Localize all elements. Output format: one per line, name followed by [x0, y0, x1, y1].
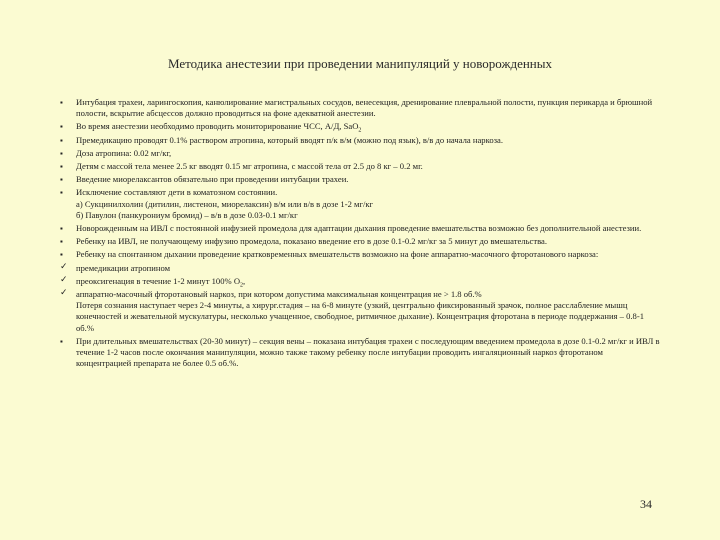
list-item-text: преоксигенация в течение 1-2 минут 100% O: [76, 275, 241, 286]
page-number: 34: [640, 497, 652, 511]
bullet-icon: ▪: [60, 224, 63, 234]
list-item-text: Интубация трахеи, ларингоскопия, канюлирование магистральных сосудов, венесекция, дренирование плевральной полости, пункция перикарда и брюшной полости, вскрытие абсцессов должно проводиться на фоне адекватной анестезии.: [76, 97, 653, 119]
checkmark-icon: ✓: [60, 288, 68, 299]
list-item: [60, 199, 660, 210]
list-item-text: Премедикацию проводят 0.1% раствором атропина, который вводят п/к в/м (можно под язык), в/в до начала наркоза.: [76, 134, 503, 145]
list-item-text: премедикации атропином: [76, 262, 171, 273]
list-item-text: б) Павулон (панкурониум бромид) – в/в в дозе 0.03-0.1 мг/кг: [76, 209, 298, 220]
list-item: [60, 300, 660, 334]
list-item: [60, 161, 660, 172]
bullet-icon: ▪: [60, 175, 63, 185]
list-item-text: Ребенку на спонтанном дыхании проведение кратковременных вмешательств возможно на фоне аппаратно-масочного фторотанового наркоза:: [76, 249, 599, 260]
bullet-icon: ▪: [60, 135, 63, 145]
slide-title: Методика анестезии при проведении манипуляций у новорожденных: [167, 56, 553, 71]
bullet-icon: ▪: [60, 237, 63, 247]
list-item: [60, 148, 660, 159]
subscript: 2: [358, 128, 362, 135]
bullet-icon: ▪: [60, 148, 63, 158]
list-item-text: Доза атропина: 0.02 мг/кг,: [76, 147, 172, 158]
list-item: [60, 276, 660, 287]
checkmark-icon: ✓: [60, 274, 68, 285]
bullet-icon: ▪: [60, 162, 63, 172]
bullet-icon: ▪: [60, 250, 63, 260]
list-item: [60, 249, 660, 260]
list-item-text: Потеря сознания наступает через 2-4 минуты, а хирург.стадия – на 6-8 минуте (узкий, центрально фиксированный зрачок, полное расслабление мышц конечностей и жевательной мускулатуры, несколько учащенное, свободное, ритмичное дыхание). Концентрация фторотана в периоде поддержания – 0.8-1 об.%: [76, 300, 644, 333]
list-item-text: Во время анестезии необходимо проводить мониторирование ЧСС, А/Д, SaO: [76, 121, 359, 132]
list-item-text: аппаратно-масочный фторотановый наркоз, при котором допустима максимальная концентрация не > 1.8 об.%: [76, 289, 482, 300]
list-item: [60, 97, 660, 119]
list-item-text: При длительных вмешательствах (20-30 минут) – секция вены – показана интубация трахеи с последующим введением промедола в дозе 0.1-0.2 мг/кг и ИВЛ в течение 1-2 часов после окончания манипуляции, можно также такому ребенку после интубации проводить ингаляционный наркоз фторотаном концентрацией препарата не более 0.5 об.%.: [76, 335, 660, 369]
list-item: [60, 236, 660, 247]
list-item-text: Введение миорелаксантов обязательно при проведении интубации трахеи.: [76, 174, 349, 185]
list-item-text: а) Сукцинилхолин (дитилин, листенон, миорелаксин) в/м или в/в в дозе 1-2 мг/кг: [76, 198, 374, 209]
list-item: [60, 135, 660, 146]
bullet-icon: ▪: [60, 336, 63, 346]
list-item-text: Исключение составляют дети в коматозном состоянии.: [76, 187, 278, 198]
list-item: [60, 223, 660, 234]
content-list: [60, 95, 660, 369]
subscript: 2: [240, 282, 244, 289]
bullet-icon: ▪: [60, 188, 63, 198]
list-item: [60, 289, 660, 300]
list-item-text: Новорожденным на ИВЛ с постоянной инфузией промедола для адаптации дыхания проведение вмешательства возможно без дополнительной анестезии.: [76, 223, 642, 234]
list-item-suffix: ,: [243, 275, 246, 286]
list-item: [60, 263, 660, 274]
list-item: [60, 210, 660, 221]
list-item-text: Ребенку на ИВЛ, не получающему инфузию промедола, показано введение его в дозе 0.1-0.2 мг/кг за 5 минут до вмешательства.: [76, 236, 547, 247]
list-item-text: Детям с массой тела менее 2.5 кг вводят 0.15 мг атропина, с массой тела от 2.5 до 8 кг – 0.2 мг.: [76, 161, 423, 172]
list-item: [60, 187, 660, 198]
list-item: [60, 174, 660, 185]
list-item: [60, 121, 660, 135]
bullet-icon: ▪: [60, 122, 63, 132]
checkmark-icon: ✓: [60, 261, 68, 272]
bullet-icon: ▪: [60, 98, 63, 107]
list-item: [60, 336, 660, 370]
